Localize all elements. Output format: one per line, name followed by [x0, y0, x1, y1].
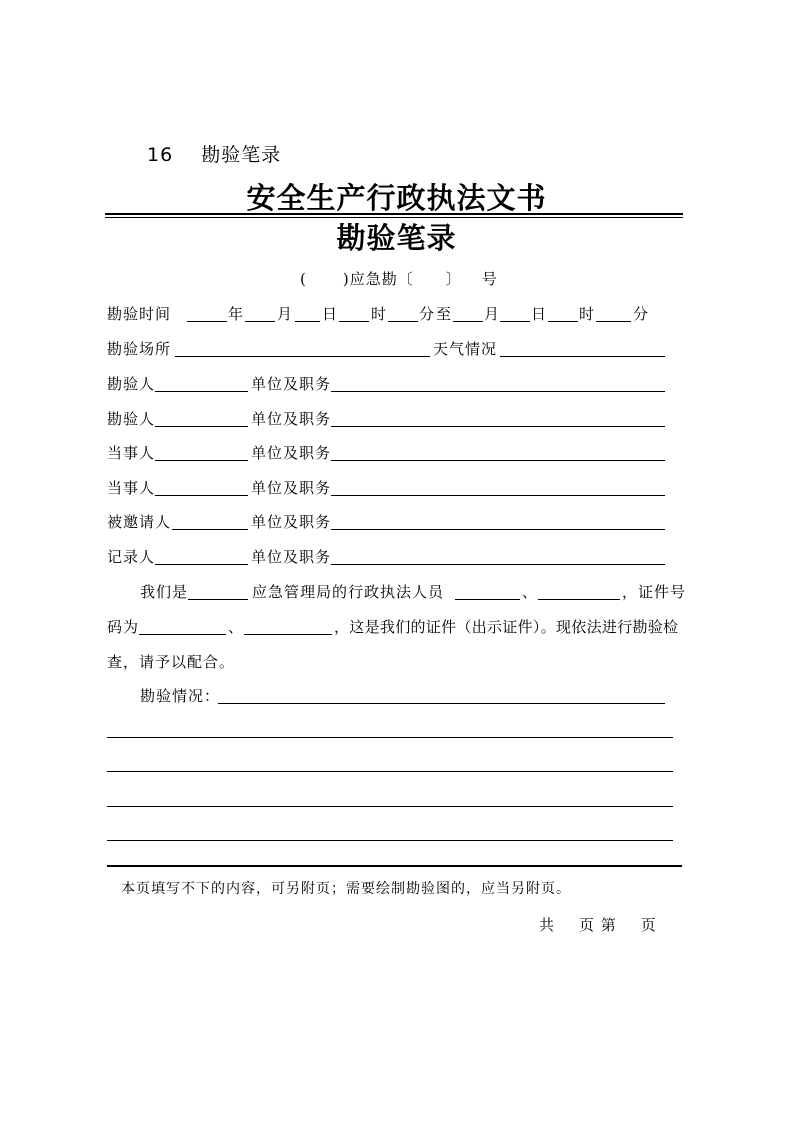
doc-number	[300, 270, 498, 288]
section-title: 勘验笔录	[201, 144, 282, 166]
document-subtitle: 勘验笔录	[336, 221, 457, 255]
person-name-field[interactable]	[172, 529, 248, 530]
person-label: 当事人	[107, 444, 156, 462]
person-unit-label: 单位及职务	[251, 444, 332, 462]
person-unit-label: 单位及职务	[251, 513, 332, 531]
paren-open: (	[300, 270, 307, 288]
cert-1-field[interactable]	[139, 634, 226, 635]
separator: 、	[522, 583, 539, 601]
person-label: 勘验人	[107, 410, 156, 428]
hour-label: 时	[371, 305, 388, 323]
document-title: 安全生产行政执法文书	[246, 181, 547, 215]
page-total-label: 共	[539, 916, 556, 934]
person-label: 被邀请人	[107, 513, 172, 531]
month-label: 月	[277, 305, 294, 323]
month-field[interactable]	[245, 321, 275, 322]
person-label: 勘验人	[107, 375, 156, 393]
page-mid-label: 页 第	[579, 916, 617, 934]
situation-label: 勘验情况：	[140, 687, 221, 705]
person-label: 当事人	[107, 479, 156, 497]
person-unit-field[interactable]	[331, 564, 665, 565]
hao-label: 号	[481, 270, 498, 288]
statement-part-2: 应急管理局的行政执法人员	[252, 583, 445, 601]
place-field[interactable]	[175, 356, 430, 357]
weather-label: 天气情况	[433, 340, 498, 358]
year-field[interactable]	[187, 321, 227, 322]
person-name-field[interactable]	[155, 460, 248, 461]
person-unit-field[interactable]	[331, 495, 665, 496]
person-name-field[interactable]	[155, 564, 248, 565]
minute-field[interactable]	[388, 321, 418, 322]
person-unit-field[interactable]	[331, 391, 665, 392]
paren-close: )	[342, 270, 350, 288]
person-unit-label: 单位及职务	[251, 375, 332, 393]
person-unit-label: 单位及职务	[251, 548, 332, 566]
person-name-field[interactable]	[155, 426, 248, 427]
footer-note: 本页填写不下的内容，可另附页；需要绘制勘验图的，应当另附页。	[121, 881, 571, 897]
end-day-label: 日	[531, 305, 548, 323]
statement-part-4: 码为	[107, 618, 140, 636]
section-heading	[147, 140, 281, 167]
end-hour-field[interactable]	[548, 321, 578, 322]
end-minute-label: 分	[633, 305, 650, 323]
officer-1-field[interactable]	[455, 599, 520, 600]
to-label: 至	[436, 305, 453, 323]
person-unit-field[interactable]	[331, 460, 665, 461]
statement-part-6: 查，请予以配合。	[107, 653, 236, 671]
page-counter	[539, 916, 657, 934]
situation-line[interactable]	[107, 771, 673, 772]
time-label: 勘验时间	[107, 305, 172, 323]
minute-label: 分	[419, 305, 436, 323]
section-number: 16	[147, 144, 174, 166]
situation-line[interactable]	[107, 840, 673, 841]
place-label: 勘验场所	[107, 340, 172, 358]
person-unit-label: 单位及职务	[251, 410, 332, 428]
agency-field[interactable]	[188, 599, 248, 600]
bracket-close: 〕	[445, 270, 462, 288]
end-month-field[interactable]	[453, 321, 483, 322]
cert-2-field[interactable]	[244, 634, 332, 635]
person-name-field[interactable]	[155, 495, 248, 496]
doc-number-prefix: 应急勘〔	[349, 270, 414, 288]
person-unit-label: 单位及职务	[251, 479, 332, 497]
end-hour-label: 时	[579, 305, 596, 323]
end-minute-field[interactable]	[596, 321, 631, 322]
day-label: 日	[322, 305, 339, 323]
person-name-field[interactable]	[155, 391, 248, 392]
end-day-field[interactable]	[500, 321, 530, 322]
day-field[interactable]	[295, 321, 320, 322]
person-unit-field[interactable]	[331, 529, 665, 530]
end-month-label: 月	[484, 305, 501, 323]
page-label: 页	[640, 916, 657, 934]
year-label: 年	[228, 305, 245, 323]
weather-field[interactable]	[500, 356, 665, 357]
person-label: 记录人	[107, 548, 156, 566]
statement-part-3: ，证件号	[622, 583, 687, 601]
situation-line[interactable]	[218, 703, 665, 704]
situation-line[interactable]	[107, 737, 673, 738]
hour-field[interactable]	[339, 321, 369, 322]
officer-2-field[interactable]	[538, 599, 620, 600]
statement-part-1: 我们是	[140, 583, 189, 601]
separator: 、	[228, 618, 245, 636]
situation-line[interactable]	[107, 806, 673, 807]
person-unit-field[interactable]	[331, 426, 665, 427]
footer-rule	[107, 865, 682, 867]
statement-part-5: ，这是我们的证件（出示证件）。现依法进行勘验检	[334, 618, 679, 636]
title-rule-thick	[105, 213, 683, 215]
